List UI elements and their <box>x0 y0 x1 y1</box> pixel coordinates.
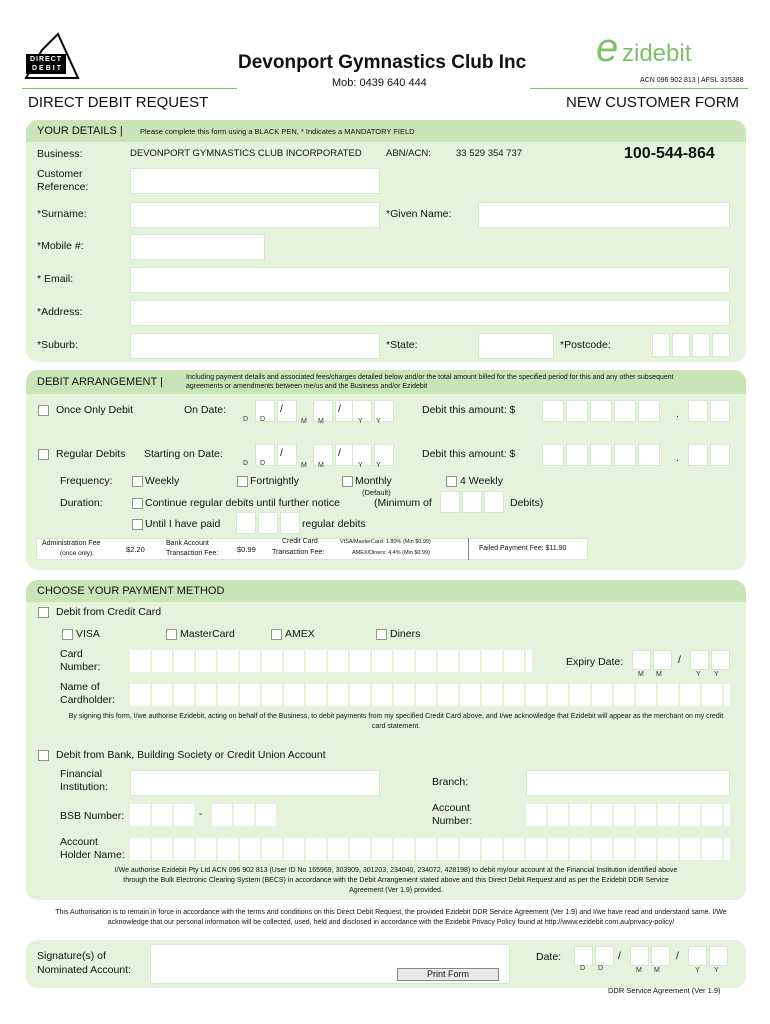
dm-label: Y <box>695 967 700 974</box>
dm-label: M <box>318 462 324 469</box>
state-field[interactable] <box>478 333 554 359</box>
amount-digit[interactable] <box>614 444 636 466</box>
header-divider-right <box>530 88 748 89</box>
signature-date-label: Date: <box>536 951 562 963</box>
postcode-digit[interactable] <box>652 333 670 357</box>
authorisation-text: This Authorisation is to remain in force in accordance with the terms and conditions on this Direct Debit Request, the provided Ezidebit DDR Service Agreement (Ver 1.9) and I/we have read and understand same. I/We acknowledge that our personal information will be collected, used, held and disclosed in accordance with the Ezidebit Privacy Policy found at http://www.ezidebit.com.au/privacy-policy/ <box>55 909 727 926</box>
abn-label: ABN/ACN: <box>386 148 431 159</box>
regular-debits-label: Regular Debits <box>56 448 126 460</box>
duration-label: Duration: <box>60 497 103 509</box>
sig-date-digit[interactable] <box>630 946 649 966</box>
club-mobile: Mob: 0439 640 444 <box>332 77 427 89</box>
cardholder-label: Name of Cardholder: <box>60 681 115 706</box>
cc-fee-amex: AMEX/Diners: 4.4% (Min $0.99) <box>352 550 430 556</box>
expiry-slash: / <box>678 654 681 666</box>
amex-label: AMEX <box>285 628 315 640</box>
logo-text-bottom: DEBIT <box>32 65 63 72</box>
sig-date-digit[interactable] <box>688 946 707 966</box>
minimum-digit[interactable] <box>462 491 482 513</box>
amount-digit[interactable] <box>542 400 564 422</box>
date-slash: / <box>338 403 341 415</box>
mastercard-checkbox[interactable] <box>166 629 177 640</box>
amount-digit[interactable] <box>542 444 564 466</box>
visa-checkbox[interactable] <box>62 629 73 640</box>
dm-label: M <box>654 967 660 974</box>
four-weekly-checkbox[interactable] <box>446 476 457 487</box>
address-field[interactable] <box>130 300 730 326</box>
mobile-label: *Mobile #: <box>37 240 84 252</box>
account-number-field[interactable] <box>526 804 730 826</box>
dm-label: Y <box>358 418 363 425</box>
dm-label: M <box>636 967 642 974</box>
institution-label: Financial Institution: <box>60 768 108 793</box>
diners-label: Diners <box>390 628 421 640</box>
sig-date-slash: / <box>618 950 621 962</box>
dm-label: M <box>656 671 662 678</box>
sig-date-digit[interactable] <box>651 946 670 966</box>
reference-number: 100-544-864 <box>624 145 715 162</box>
bank-fee-value: $0.99 <box>237 545 256 554</box>
dm-label: D <box>260 416 266 423</box>
expiry-digit[interactable] <box>653 650 672 670</box>
footer-version: DDR Service Agreement (Ver 1.9) <box>608 986 721 995</box>
debits-label: Debits) <box>510 497 544 509</box>
dm-label: M <box>301 418 307 425</box>
debit-arrangement-panel <box>26 370 746 570</box>
amount-digit[interactable] <box>566 444 588 466</box>
dm-label: M <box>318 418 324 425</box>
bsb-dash: - <box>199 808 203 820</box>
ezidebit-acn: ACN 096 902 813 | AFSL 315388 <box>640 77 744 84</box>
dm-label: D <box>580 965 586 972</box>
minimum-label: (Minimum of <box>374 497 432 509</box>
business-value: DEVONPORT GYMNASTICS CLUB INCORPORATED <box>130 148 362 159</box>
signature-label: Signature(s) of Nominated Account: <box>37 950 131 976</box>
form-type: NEW CUSTOMER FORM <box>566 94 740 111</box>
sig-date-digit[interactable] <box>709 946 728 966</box>
dm-label: D <box>598 965 604 972</box>
payment-method-panel <box>26 580 746 900</box>
card-number-group-1[interactable] <box>130 650 532 672</box>
logo-text-top: DIRECT <box>30 56 63 63</box>
amount-digit[interactable] <box>590 444 612 466</box>
bank-checkbox[interactable] <box>38 750 49 761</box>
until-digit[interactable] <box>280 512 300 534</box>
regular-debits-checkbox[interactable] <box>38 449 49 460</box>
dm-label: M <box>638 671 644 678</box>
dm-label: M <box>301 462 307 469</box>
debit-arrangement-title: DEBIT ARRANGEMENT | <box>37 376 163 388</box>
fee-divider <box>468 538 469 560</box>
minimum-digit[interactable] <box>484 491 504 513</box>
mastercard-label: MasterCard <box>180 628 235 640</box>
decimal-point: . <box>676 452 679 464</box>
default-note: (Default) <box>362 488 391 497</box>
amount-digit[interactable] <box>566 400 588 422</box>
expiry-label: Expiry Date: <box>566 656 624 668</box>
suburb-label: *Suburb: <box>37 339 78 351</box>
admin-fee-value: $2.20 <box>126 545 145 554</box>
amount-digit[interactable] <box>638 444 660 466</box>
failed-fee: Failed Payment Fee: $11.90 <box>479 545 567 552</box>
on-date-label: On Date: <box>184 404 227 416</box>
dm-label: D <box>243 460 249 467</box>
given-name-field[interactable] <box>478 202 730 228</box>
business-label: Business: <box>37 148 83 160</box>
decimal-point: . <box>676 408 679 420</box>
branch-label: Branch: <box>432 776 469 788</box>
cc-fee-label: Credit Card <box>282 538 318 545</box>
dm-label: D <box>243 416 249 423</box>
ezidebit-logo: e zidebit <box>596 26 692 70</box>
expiry-digit[interactable] <box>711 650 730 670</box>
dm-label: D <box>260 460 266 467</box>
address-label: *Address: <box>37 306 83 318</box>
until-paid-checkbox[interactable] <box>132 519 143 530</box>
sig-date-slash: / <box>676 950 679 962</box>
card-number-label: Card Number: <box>60 648 101 673</box>
weekly-checkbox[interactable] <box>132 476 143 487</box>
amount-cents[interactable] <box>710 400 730 422</box>
institution-field[interactable] <box>130 770 380 796</box>
postcode-label: *Postcode: <box>560 339 611 351</box>
credit-card-label: Debit from Credit Card <box>56 606 162 618</box>
diners-checkbox[interactable] <box>376 629 387 640</box>
dm-label: Y <box>696 671 701 678</box>
monthly-checkbox[interactable] <box>342 476 353 487</box>
abn-value: 33 529 354 737 <box>456 148 523 159</box>
postcode-digit[interactable] <box>672 333 690 357</box>
cc-fee-visa: VISA/MasterCard: 1.80% (Min $0.99) <box>340 539 431 545</box>
date-slash: / <box>280 403 283 415</box>
date-slash: / <box>280 447 283 459</box>
expiry-digit[interactable] <box>632 650 651 670</box>
expiry-digit[interactable] <box>690 650 709 670</box>
suburb-field[interactable] <box>130 333 380 359</box>
account-holder-label: Account Holder Name: <box>60 836 125 861</box>
branch-field[interactable] <box>526 770 730 796</box>
payment-method-title: CHOOSE YOUR PAYMENT METHOD <box>37 585 225 597</box>
account-number-label: Account Number: <box>432 802 473 827</box>
account-holder-field[interactable] <box>130 838 730 860</box>
once-only-label: Once Only Debit <box>56 404 134 416</box>
continue-checkbox[interactable] <box>132 498 143 509</box>
your-details-panel <box>26 120 746 362</box>
bsb-field-2[interactable] <box>212 804 278 826</box>
dm-label: Y <box>376 418 381 425</box>
until-paid-label: Until I have paid <box>145 518 221 530</box>
four-weekly-label: 4 Weekly <box>460 475 503 487</box>
debit-note: Including payment details and associated fees/charges detailed below and/or the total amount billed for the specified period for this and any other subsequent agreements or amendments between me/us and the Business and/or Ezidebit <box>186 374 674 390</box>
header-divider-left <box>22 88 237 89</box>
bank-authorisation-text: I/We authorise Ezidebit Pty Ltd ACN 096 902 813 (User ID No 165969, 303909, 301203, 234040, 234072, 428198) to debit my/our account at the Financial Institution identified above through the Bulk Electronic Clearing System (BECS) in accordance with the Debit Arrangement stated above and this Direct Debit Request and as per the Ezidebit DDR Service Agreement (Ver 1.9) provided. <box>114 867 678 894</box>
customer-ref-label: Customer Reference: <box>37 168 89 193</box>
bank-label: Debit from Bank, Building Society or Credit Union Account <box>56 749 326 761</box>
monthly-label: Monthly <box>355 475 392 487</box>
state-label: *State: <box>386 339 418 351</box>
signature-panel <box>26 940 746 988</box>
surname-label: *Surname: <box>37 208 87 220</box>
amount-digit[interactable] <box>614 400 636 422</box>
sig-date-digit[interactable] <box>574 946 593 966</box>
starting-date-label: Starting on Date: <box>144 448 223 460</box>
debit-amount-label: Debit this amount: $ <box>422 448 516 460</box>
form-title: DIRECT DEBIT REQUEST <box>28 94 209 111</box>
bsb-field-1[interactable] <box>130 804 196 826</box>
given-name-label: *Given Name: <box>386 208 452 220</box>
frequency-label: Frequency: <box>60 475 113 487</box>
amount-digit[interactable] <box>638 400 660 422</box>
amount-cents[interactable] <box>710 444 730 466</box>
club-name: Devonport Gymnastics Club Inc <box>238 52 527 73</box>
bsb-label: BSB Number: <box>60 810 125 822</box>
print-form-button[interactable]: Print Form <box>397 968 499 981</box>
customer-ref-field[interactable] <box>130 168 380 194</box>
your-details-title: YOUR DETAILS | <box>37 125 123 137</box>
minimum-digit[interactable] <box>440 491 460 513</box>
bank-fee-label: Bank Account <box>166 540 209 547</box>
cc-fee-sub: Transaction Fee: <box>272 549 325 556</box>
dm-label: Y <box>376 462 381 469</box>
fortnightly-checkbox[interactable] <box>237 476 248 487</box>
until-digit[interactable] <box>236 512 256 534</box>
cardholder-field[interactable] <box>130 684 730 706</box>
regular-debits-suffix: regular debits <box>302 518 366 530</box>
amount-cents[interactable] <box>688 400 708 422</box>
postcode-digit[interactable] <box>712 333 730 357</box>
amount-digit[interactable] <box>590 400 612 422</box>
amount-cents[interactable] <box>688 444 708 466</box>
surname-field[interactable] <box>130 202 380 228</box>
dm-label: Y <box>714 967 719 974</box>
bank-fee-sub: Transaction Fee: <box>166 550 219 557</box>
until-digit[interactable] <box>258 512 278 534</box>
continue-label: Continue regular debits until further notice <box>145 497 340 509</box>
sig-date-digit[interactable] <box>595 946 614 966</box>
fortnightly-label: Fortnightly <box>250 475 300 487</box>
credit-card-checkbox[interactable] <box>38 607 49 618</box>
postcode-digit[interactable] <box>692 333 710 357</box>
debit-amount-label: Debit this amount: $ <box>422 404 516 416</box>
email-label: * Email: <box>37 273 74 285</box>
mobile-field[interactable] <box>130 234 265 260</box>
direct-debit-logo <box>22 32 80 82</box>
date-slash: / <box>338 447 341 459</box>
instruction-text: Please complete this form using a BLACK PEN, * Indicates a MANDATORY FIELD <box>140 127 415 136</box>
amex-checkbox[interactable] <box>271 629 282 640</box>
dm-label: Y <box>358 462 363 469</box>
admin-fee-label: Administration Fee <box>42 540 101 547</box>
once-only-checkbox[interactable] <box>38 405 49 416</box>
visa-label: VISA <box>76 628 100 640</box>
weekly-label: Weekly <box>145 475 180 487</box>
admin-fee-sub: (once only): <box>60 550 94 557</box>
email-field[interactable] <box>130 267 730 293</box>
dm-label: Y <box>714 671 719 678</box>
cc-authorisation-text: By signing this form, I/we authorise Ezidebit, acting on behalf of the Business, to debit payments from my specified Credit Card above, and I/we acknowledge that Ezidebit will appear as the merchant on my credit card statement. <box>68 713 724 730</box>
